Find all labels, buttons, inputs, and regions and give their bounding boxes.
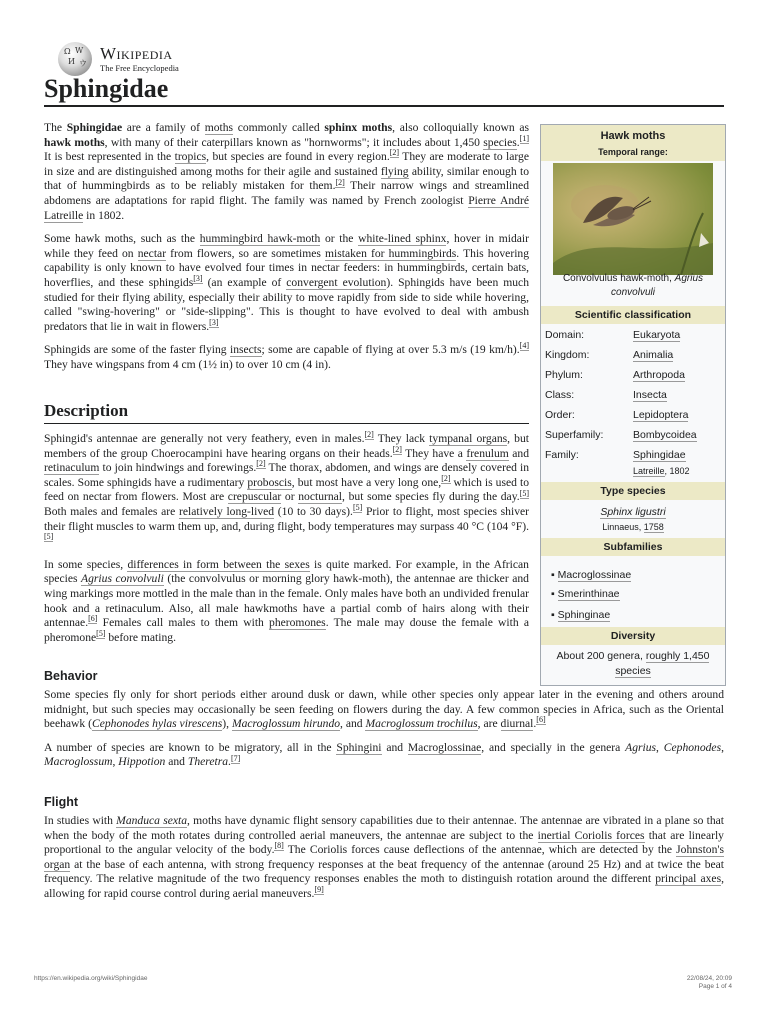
- type-species-header: Type species: [541, 482, 725, 500]
- intro-paragraph-1: The Sphingidae are a family of moths commonly called sphinx moths, also colloquially known as hawk moths, with many of their caterpillars known as "hornworms"; it includes about 1,450 species.[1] It is best represented in the tropics, but species are found in every region.[2] They are moderate to large in size and are distinguished among moths for their agile and sustained flying ability, similar enough to that of hummingbirds as to be reliably mistaken for them.[2] Their narrow wings and streamlined abdomens are adaptations for rapid flight. The family was named by French zoologist Pierre André Latreille in 1802.: [44, 121, 530, 222]
- link-coriolis-forces[interactable]: inertial Coriolis forces: [537, 828, 645, 842]
- wikipedia-globe-icon: Ω W И ウ: [58, 42, 92, 76]
- wikipedia-logo[interactable]: [58, 42, 179, 76]
- ref-2f[interactable]: [2]: [441, 473, 451, 483]
- taxonomy-row: Kingdom: Animalia: [545, 349, 674, 361]
- link-latreille-authority[interactable]: Latreille: [633, 466, 665, 476]
- link-sphinx-ligustri[interactable]: Sphinx ligustri: [600, 506, 666, 518]
- taxonomy-row: Phylum: Arthropoda: [545, 369, 685, 381]
- flight-section: [44, 814, 724, 902]
- link-macroglossinae-sub[interactable]: Macroglossinae: [557, 569, 632, 581]
- taxonomy-row: Family: Sphingidae: [545, 449, 686, 461]
- link-pheromones[interactable]: pheromones: [269, 616, 326, 630]
- infobox-title: Hawk moths: [600, 130, 666, 142]
- page-title: Sphingidae: [44, 74, 169, 103]
- link-lepidoptera[interactable]: Lepidoptera: [633, 409, 689, 421]
- link-frenulum[interactable]: frenulum: [466, 446, 509, 460]
- link-species[interactable]: species: [483, 135, 517, 149]
- description-divider: [44, 423, 529, 424]
- link-macroglossum-hirundo[interactable]: Macroglossum hirundo: [231, 717, 341, 731]
- intro-paragraph-3: Sphingids are some of the faster flying insects; some are capable of flying at over 5.3 m/s (19 km/h).[4] They have wingspans from 4 cm (1½ in) to over 10 cm (4 in).: [44, 341, 529, 371]
- ref-6b[interactable]: [6]: [536, 715, 546, 725]
- section-heading-behavior: Behavior: [44, 669, 98, 683]
- ref-5[interactable]: [5]: [519, 488, 529, 498]
- moth-illustration-icon: [553, 163, 713, 275]
- ref-2e[interactable]: [2]: [256, 459, 266, 469]
- link-tropics[interactable]: tropics: [174, 150, 207, 164]
- ref-4[interactable]: [4]: [519, 341, 529, 351]
- type-species: [541, 506, 725, 518]
- link-insects[interactable]: insects: [229, 343, 262, 357]
- ref-5b[interactable]: [5]: [352, 503, 363, 513]
- ref-3[interactable]: [3]: [193, 274, 203, 284]
- link-hummingbird-hawk-moth[interactable]: hummingbird hawk-moth: [199, 232, 321, 246]
- link-manduca-sexta[interactable]: Manduca sexta: [116, 814, 188, 827]
- link-macroglossinae[interactable]: Macroglossinae: [407, 740, 482, 754]
- section-heading-description: Description: [44, 401, 129, 420]
- taxonomy-row: Superfamily: Bombycoidea: [545, 429, 697, 441]
- link-moths[interactable]: moths: [204, 121, 234, 134]
- link-nectar[interactable]: nectar: [137, 246, 167, 260]
- link-crepuscular[interactable]: crepuscular: [227, 490, 282, 504]
- link-nocturnal[interactable]: nocturnal: [298, 490, 343, 504]
- title-divider: [44, 105, 724, 107]
- link-cephonodes-hylas[interactable]: Cephonodes hylas virescens: [91, 717, 223, 731]
- behavior-section: [44, 688, 724, 770]
- link-latreille[interactable]: Pierre André Latreille: [44, 193, 529, 222]
- subfamily-item: ▪ Macroglossinae: [551, 569, 632, 581]
- description-paragraph-2: In some species, differences in form between the sexes is quite marked. For example, in the African species Agrius convolvuli (the convolvulus or morning glory hawk-moth), the antennae are thicker and wing markings more mottled in the male than in the female. Only males have both an undivided frenular hook and a retinaculum. Also, all male hawkmoths have a partial comb of hairs along with their antennae.[6] Females call males to them with pheromones. The male may douse the female with a pheromone[5] before mating.: [44, 557, 529, 644]
- link-sphingidae[interactable]: Sphingidae: [633, 449, 686, 461]
- ref-3b[interactable]: [3]: [209, 317, 219, 327]
- link-mistaken[interactable]: mistaken for hummingbirds: [325, 246, 457, 260]
- link-sphingini[interactable]: Sphingini: [336, 740, 382, 754]
- wordmark: Wikipedia: [100, 44, 173, 64]
- link-tympanal-organs[interactable]: tympanal organs: [429, 432, 508, 445]
- ref-1[interactable]: [1]: [519, 133, 529, 143]
- link-1758[interactable]: 1758: [643, 522, 664, 532]
- link-principal-axes[interactable]: principal axes: [655, 872, 722, 886]
- taxonomy-row: Order: Lepidoptera: [545, 409, 689, 421]
- link-proboscis[interactable]: proboscis: [247, 475, 292, 489]
- link-white-lined-sphinx[interactable]: white-lined sphinx: [358, 232, 447, 246]
- link-animalia[interactable]: Animalia: [633, 349, 674, 361]
- behavior-paragraph-2: A number of species are known to be migratory, all in the Sphingini and Macroglossinae, and specially in the genera Agrius, Cephonodes, Macroglossum, Hippotion and Theretra.[7]: [44, 740, 724, 769]
- taxonomy-row: Domain: Eukaryota: [545, 329, 681, 341]
- link-diurnal[interactable]: diurnal: [500, 717, 534, 731]
- footer-datetime: 22/08/24, 20:09: [686, 975, 732, 982]
- subfamily-item: ▪ Smerinthinae: [551, 588, 620, 600]
- infobox: [540, 124, 726, 686]
- subfamily-item: ▪ Sphinginae: [551, 609, 611, 621]
- link-sphinginae[interactable]: Sphinginae: [557, 609, 611, 621]
- footer-url: https://en.wikipedia.org/wiki/Sphingidae: [34, 975, 148, 982]
- link-convergent-evolution[interactable]: convergent evolution: [286, 275, 387, 289]
- link-roughly-1450-species[interactable]: roughly 1,450 species: [615, 650, 710, 677]
- link-macroglossum-trochilus[interactable]: Macroglossum trochilus: [365, 717, 478, 731]
- ref-5c[interactable]: [5]: [44, 532, 54, 542]
- link-smerinthinae[interactable]: Smerinthinae: [557, 588, 620, 600]
- link-flying[interactable]: flying: [380, 164, 409, 178]
- ref-7[interactable]: [7]: [230, 753, 241, 763]
- ref-2[interactable]: [2]: [389, 148, 400, 158]
- description-section: [44, 432, 529, 645]
- link-sexual-dimorphism[interactable]: differences in form between the sexes: [127, 557, 310, 571]
- scientific-classification-header: Scientific classification: [541, 306, 725, 324]
- photo-caption: Convolvulus hawk-moth, Agrius convolvuli: [562, 273, 704, 298]
- ref-8[interactable]: [8]: [274, 841, 284, 851]
- diversity-header: Diversity: [541, 627, 725, 645]
- temporal-range-label: Temporal range:: [598, 147, 668, 157]
- description-paragraph-1: Sphingid's antennae are generally not very feathery, even in males.[2] They lack tympanal organs, but members of the group Choerocampini have hearing organs on their heads.[2] They have a frenulum and retinaculum to join hindwings and forewings.[2] The thorax, abdomen, and wings are densely covered in scales. Some sphingids have a rudimentary proboscis, but most have a very long one,[2] which is used to feed on nectar from flowers. Most are crepuscular or nocturnal, but some species fly during the day.[5] Both males and females are relatively long-lived (10 to 30 days).[5] Prior to flight, most species shiver their flight muscles to warm them up, and, during flight, body temperatures may surpass 40 °C (104 °F).[5]: [44, 430, 530, 542]
- section-heading-flight: Flight: [44, 795, 79, 809]
- hawk-moth-photo[interactable]: [553, 163, 713, 275]
- family-authority: Latreille, 1802: [633, 466, 690, 476]
- ref-2c[interactable]: [2]: [364, 430, 374, 440]
- subfamilies-header: Subfamilies: [541, 538, 725, 556]
- type-species-authority: Linnaeus, 1758: [602, 522, 664, 532]
- link-long-lived[interactable]: relatively long-lived: [178, 504, 275, 518]
- link-arthropoda[interactable]: Arthropoda: [633, 369, 685, 381]
- link-retinaculum[interactable]: retinaculum: [44, 461, 100, 475]
- intro-section: [44, 121, 529, 373]
- infobox-header: [541, 125, 725, 161]
- ref-6[interactable]: [6]: [88, 614, 98, 624]
- tagline: The Free Encyclopedia: [100, 63, 179, 74]
- ref-5d[interactable]: [5]: [96, 628, 106, 638]
- taxonomy-row: Class: Insecta: [545, 389, 667, 401]
- behavior-paragraph-1: Some species fly only for short periods either around dusk or dawn, while other species only appear later in the evening and others around midnight, but such species may occasionally be seen feeding on flowers during the day. A few common species in Africa, such as the Oriental beehawk (Cephonodes hylas virescens), Macroglossum hirundo, and Macroglossum trochilus, are diurnal.[6]: [44, 688, 724, 731]
- ref-2d[interactable]: [2]: [392, 444, 402, 454]
- link-insecta[interactable]: Insecta: [633, 389, 667, 401]
- diversity-text: About 200 genera, roughly 1,450 species: [556, 650, 710, 677]
- flight-paragraph-1: In studies with Manduca sexta, moths have dynamic flight sensory capabilities due to their antennae. The antennae are vibrated in a plane so that when the body of the moth rotates during controlled aerial maneuvers, the antennae are subject to the inertial Coriolis forces that are linearly proportional to the angular velocity of the body.[8] The Coriolis forces cause deflections of the antennae, which are detected by the Johnston's organ at the base of each antenna, with strong frequency responses at the beat frequency of the antennae (around 25 Hz) and at twice the beat frequency. The relative magnitude of the two frequency responses enables the moth to distinguish rotation around the different principal axes, allowing for rapid course control during aerial maneuvers.[9]: [44, 814, 724, 900]
- link-bombycoidea[interactable]: Bombycoidea: [633, 429, 697, 441]
- ref-2b[interactable]: [2]: [335, 177, 345, 187]
- ref-9[interactable]: [9]: [314, 885, 324, 895]
- link-agrius-convolvuli[interactable]: Agrius convolvuli: [81, 572, 164, 586]
- footer-page: Page 1 of 4: [698, 983, 732, 990]
- link-johnstons-organ[interactable]: Johnston's organ: [44, 843, 724, 871]
- link-eukaryota[interactable]: Eukaryota: [633, 329, 681, 341]
- intro-paragraph-2: Some hawk moths, such as the hummingbird hawk-moth or the white-lined sphinx, hover in midair while they feed on nectar from flowers, so are sometimes mistaken for hummingbirds. This hovering capability is only known to have evolved four times in nectar feeders: in hummingbirds, certain bats, hoverflies, and these sphingids[3] (an example of convergent evolution). Sphingids have been much studied for their flying ability, especially their ability to move rapidly from side to side while hovering, called "swing-hovering" or "side-slipping". This is thought to have evolved to deal with ambush predators that lie in wait in flowers.[3]: [44, 232, 530, 333]
